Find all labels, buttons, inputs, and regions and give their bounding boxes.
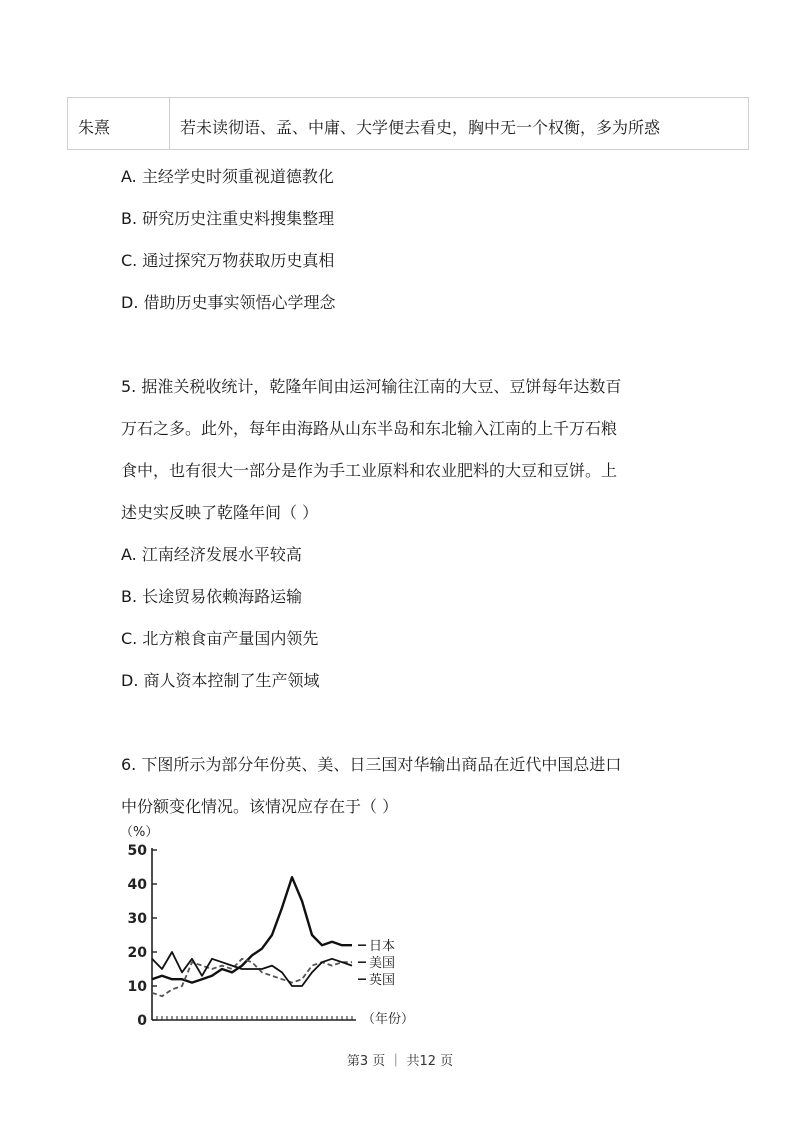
q5-stem-line-1: 5. 据淮关税收统计，乾隆年间由运河输往江南的大豆、豆饼每年达数百 [121, 377, 622, 396]
q4-option-a[interactable]: A. 主经学史时须重视道德教化 [121, 167, 334, 186]
y-axis-label: （%） [120, 825, 159, 840]
q5-stem-line-2: 万石之多。此外，每年由海路从山东半岛和东北输入江南的上千万石粮 [121, 419, 618, 438]
y-tick-label-10: 10 [127, 979, 147, 995]
q5-stem-line-3: 食中，也有很大一部分是作为手工业原料和农业肥料的大豆和豆饼。上 [121, 461, 618, 480]
series-line-1 [152, 959, 352, 996]
q5-option-d[interactable]: D. 商人资本控制了生产领域 [121, 671, 320, 690]
q5-stem-line-4: 述史实反映了乾隆年间（ ） [121, 503, 319, 522]
chart-svg [118, 822, 415, 1032]
import-share-chart [118, 822, 415, 1036]
q6-stem-line-2: 中份额变化情况。该情况应存在于（ ） [121, 797, 399, 816]
quote-table [67, 97, 749, 150]
q5-option-b[interactable]: B. 长途贸易依赖海路运输 [121, 587, 303, 606]
legend-label-0: 日本 [369, 939, 396, 955]
page-footer: 第3 页 ｜ 共12 页 [346, 1054, 454, 1069]
q4-option-c[interactable]: C. 通过探究万物获取历史真相 [121, 251, 335, 270]
legend-label-2: 英国 [369, 973, 396, 989]
table-name: 朱熹 [78, 118, 111, 137]
table-quote: 若未读彻语、孟、中庸、大学便去看史，胸中无一个权衡，多为所惑 [180, 118, 661, 137]
q6-stem-line-1: 6. 下图所示为部分年份英、美、日三国对华输出商品在近代中国总进口 [121, 755, 622, 774]
y-tick-label-0: 0 [137, 1013, 147, 1029]
legend-label-1: 美国 [369, 956, 396, 972]
y-tick-label-40: 40 [127, 877, 147, 893]
x-axis-label: （年份） [362, 1012, 415, 1027]
q5-option-a[interactable]: A. 江南经济发展水平较高 [121, 545, 302, 564]
series-line-0 [152, 877, 352, 982]
q4-option-d[interactable]: D. 借助历史事实领悟心学理念 [121, 293, 336, 312]
y-tick-label-50: 50 [127, 843, 147, 859]
y-tick-label-30: 30 [127, 911, 147, 927]
table-name-cell [68, 98, 170, 149]
q4-option-b[interactable]: B. 研究历史注重史料搜集整理 [121, 209, 335, 228]
q5-option-c[interactable]: C. 北方粮食亩产量国内领先 [121, 629, 319, 648]
y-tick-label-20: 20 [127, 945, 147, 961]
